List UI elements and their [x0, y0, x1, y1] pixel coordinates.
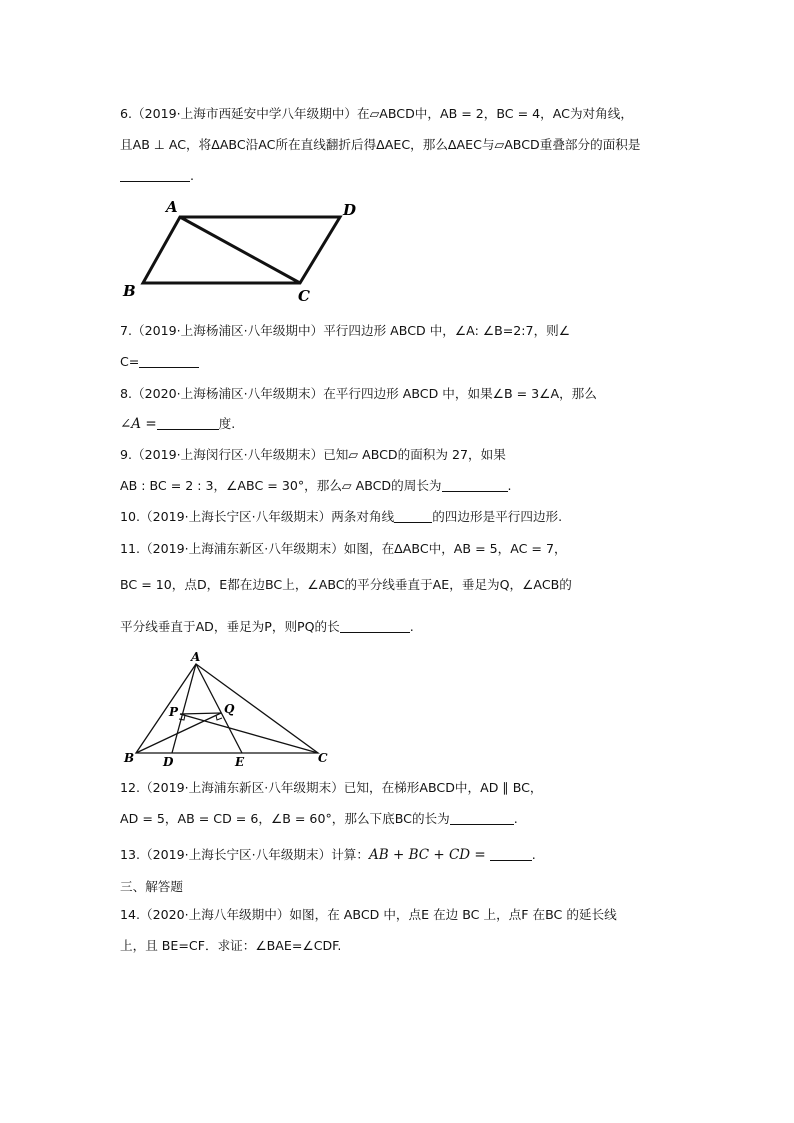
q8-answer-blank [157, 415, 219, 430]
q6-answer-blank [120, 167, 190, 182]
q9-line2 [120, 477, 512, 495]
q10-pre: 10.（2019·上海长宁区·八年级期末）两条对角线 [120, 509, 395, 524]
q8-unit: 度. [218, 416, 236, 431]
q13-pre: 13.（2019·上海长宁区·八年级期末）计算： [120, 847, 369, 862]
segment-ae [196, 664, 242, 753]
figure-triangle [118, 650, 348, 772]
q10-post: 的四边形是平行四边形. [432, 509, 563, 524]
section-title: 三、解答题 [120, 879, 183, 894]
q13-answer-blank [490, 846, 532, 861]
q11-line3 [120, 618, 414, 636]
label-D: D [343, 201, 357, 219]
q7-c-label: C= [120, 354, 140, 369]
q6-line3 [120, 167, 194, 185]
label-B: B [123, 282, 136, 300]
q6-line2: 且AB ⊥ AC，将ΔABC沿AC所在直线翻折后得ΔAEC，那么ΔAEC与▱ABCD重叠部分的面积是 [120, 137, 641, 152]
q7-line2 [120, 353, 199, 371]
q12-line2 [120, 810, 518, 828]
q13-vector-expression: AB + BC + CD = [369, 847, 486, 863]
q7-answer-blank [139, 353, 199, 368]
q9-answer-blank [442, 477, 508, 492]
right-angle-q [216, 715, 222, 720]
q11-answer-blank [340, 618, 410, 633]
q11-line2: BC = 10，点D，E都在边BC上，∠ABC的平分线垂直于AE，垂足为Q，∠ACB的 [120, 577, 572, 592]
q12-line1: 12.（2019·上海浦东新区·八年级期末）已知，在梯形ABCD中，AD ∥ BC， [120, 780, 543, 795]
label-D: D [163, 755, 174, 769]
q14-line1: 14.（2020·上海八年级期中）如图，在 ABCD 中，点E 在边 BC 上，点F 在BC 的延长线 [120, 907, 617, 922]
label-A: A [166, 198, 178, 216]
label-A: A [191, 650, 201, 664]
q11-line1: 11.（2019·上海浦东新区·八年级期末）如图，在ΔABC中，AB = 5，AC = 7， [120, 541, 567, 556]
q7-line1: 7.（2019·上海杨浦区·八年级期中）平行四边形 ABCD 中，∠A: ∠B=2:7，则∠ [120, 323, 571, 338]
label-C: C [298, 287, 310, 305]
q12-answer-blank [450, 810, 514, 825]
q11-period: . [409, 619, 414, 634]
label-E: E [235, 755, 245, 769]
label-C: C [318, 751, 328, 765]
q6-period: . [190, 168, 195, 183]
q12-condition: AD = 5，AB = CD = 6，∠B = 60°，那么下底BC的长为 [120, 811, 450, 826]
q11-question: 平分线垂直于AD，垂足为P，则PQ的长 [120, 619, 340, 634]
q9-condition: AB : BC = 2 : 3，∠ABC = 30°，那么▱ ABCD的周长为 [120, 478, 442, 493]
q10-answer-blank [394, 508, 432, 523]
q13-line [120, 846, 536, 864]
q10-line [120, 508, 562, 526]
diagonal-ac [180, 217, 300, 283]
q6-line1: 6.（2019·上海市西延安中学八年级期中）在▱ABCD中，AB = 2，BC = 4，AC为对角线， [120, 106, 633, 121]
figure-parallelogram [118, 195, 368, 305]
q8-line2 [120, 415, 235, 433]
label-P: P [169, 705, 179, 719]
q8-angle-label: ∠A = [120, 416, 157, 432]
label-B: B [124, 751, 135, 765]
q8-line1: 8.（2020·上海杨浦区·八年级期末）在平行四边形 ABCD 中，如果∠B = 3∠A，那么 [120, 386, 597, 401]
segment-pq [180, 713, 221, 714]
q9-line1: 9.（2019·上海闵行区·八年级期末）已知▱ ABCD的面积为 27，如果 [120, 447, 506, 462]
q13-period: . [531, 847, 536, 862]
q14-line2: 上，且 BE=CF．求证：∠BAE=∠CDF. [120, 938, 342, 953]
label-Q: Q [224, 702, 235, 716]
q9-period: . [507, 478, 512, 493]
q12-period: . [513, 811, 518, 826]
bisector-cp [180, 714, 318, 753]
